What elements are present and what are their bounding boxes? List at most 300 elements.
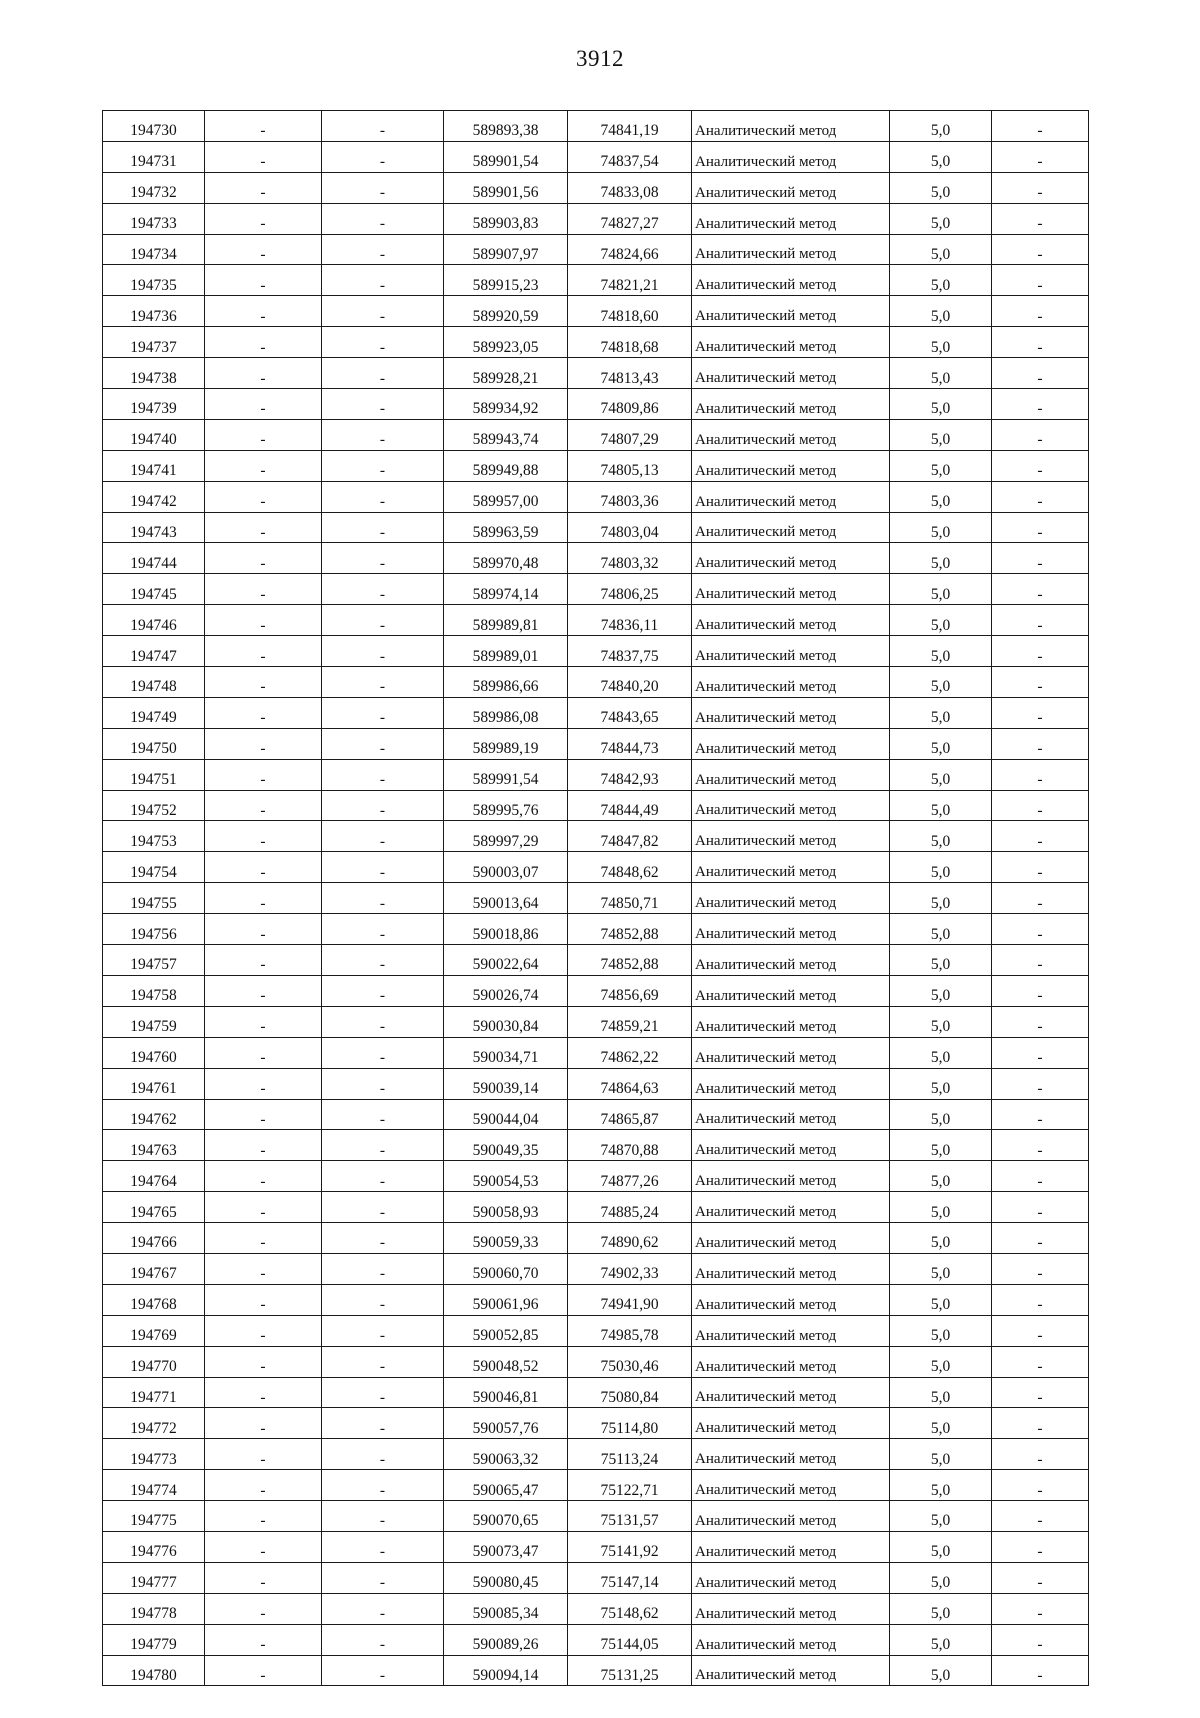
method-cell: Аналитический метод	[692, 141, 890, 172]
point-number-cell: 194778	[103, 1593, 205, 1624]
y-coordinate-cell: 74827,27	[568, 203, 692, 234]
y-coordinate-cell: 75131,25	[568, 1655, 692, 1686]
empty-x-cell: -	[205, 636, 322, 667]
empty-x-cell: -	[205, 389, 322, 420]
table-row	[103, 1593, 1089, 1624]
height-cell: -	[992, 1315, 1089, 1346]
empty-x-cell: -	[205, 234, 322, 265]
y-coordinate-cell: 75080,84	[568, 1377, 692, 1408]
method-cell: Аналитический метод	[692, 481, 890, 512]
method-cell: Аналитический метод	[692, 1068, 890, 1099]
x-coordinate-cell: 590057,76	[444, 1408, 568, 1439]
method-cell: Аналитический метод	[692, 975, 890, 1006]
y-coordinate-cell: 74813,43	[568, 358, 692, 389]
empty-y-cell: -	[322, 1006, 444, 1037]
accuracy-cell: 5,0	[890, 450, 992, 481]
y-coordinate-cell: 75148,62	[568, 1593, 692, 1624]
y-coordinate-cell: 74852,88	[568, 914, 692, 945]
x-coordinate-cell: 590070,65	[444, 1501, 568, 1532]
x-coordinate-cell: 590049,35	[444, 1130, 568, 1161]
point-number-cell: 194747	[103, 636, 205, 667]
height-cell: -	[992, 728, 1089, 759]
method-cell: Аналитический метод	[692, 1130, 890, 1161]
height-cell: -	[992, 1408, 1089, 1439]
x-coordinate-cell: 589907,97	[444, 234, 568, 265]
height-cell: -	[992, 358, 1089, 389]
empty-y-cell: -	[322, 1161, 444, 1192]
table-row	[103, 605, 1089, 636]
empty-y-cell: -	[322, 234, 444, 265]
x-coordinate-cell: 589989,19	[444, 728, 568, 759]
y-coordinate-cell: 74803,04	[568, 512, 692, 543]
accuracy-cell: 5,0	[890, 172, 992, 203]
y-coordinate-cell: 74844,73	[568, 728, 692, 759]
y-coordinate-cell: 74840,20	[568, 667, 692, 698]
table-row	[103, 945, 1089, 976]
method-cell: Аналитический метод	[692, 1161, 890, 1192]
y-coordinate-cell: 74870,88	[568, 1130, 692, 1161]
point-number-cell: 194765	[103, 1192, 205, 1223]
accuracy-cell: 5,0	[890, 1562, 992, 1593]
method-cell: Аналитический метод	[692, 883, 890, 914]
height-cell: -	[992, 543, 1089, 574]
accuracy-cell: 5,0	[890, 234, 992, 265]
accuracy-cell: 5,0	[890, 543, 992, 574]
accuracy-cell: 5,0	[890, 1037, 992, 1068]
empty-x-cell: -	[205, 1655, 322, 1686]
height-cell: -	[992, 481, 1089, 512]
accuracy-cell: 5,0	[890, 790, 992, 821]
table-row	[103, 450, 1089, 481]
empty-x-cell: -	[205, 883, 322, 914]
empty-x-cell: -	[205, 203, 322, 234]
accuracy-cell: 5,0	[890, 821, 992, 852]
point-number-cell: 194760	[103, 1037, 205, 1068]
empty-x-cell: -	[205, 358, 322, 389]
empty-y-cell: -	[322, 1068, 444, 1099]
height-cell: -	[992, 945, 1089, 976]
height-cell: -	[992, 914, 1089, 945]
y-coordinate-cell: 74877,26	[568, 1161, 692, 1192]
empty-x-cell: -	[205, 605, 322, 636]
y-coordinate-cell: 74941,90	[568, 1284, 692, 1315]
x-coordinate-cell: 590080,45	[444, 1562, 568, 1593]
method-cell: Аналитический метод	[692, 852, 890, 883]
y-coordinate-cell: 74809,86	[568, 389, 692, 420]
empty-x-cell: -	[205, 1223, 322, 1254]
point-number-cell: 194730	[103, 111, 205, 142]
empty-x-cell: -	[205, 1377, 322, 1408]
accuracy-cell: 5,0	[890, 265, 992, 296]
height-cell: -	[992, 1501, 1089, 1532]
empty-y-cell: -	[322, 358, 444, 389]
height-cell: -	[992, 1284, 1089, 1315]
table-row	[103, 1253, 1089, 1284]
height-cell: -	[992, 1099, 1089, 1130]
empty-y-cell: -	[322, 1593, 444, 1624]
empty-x-cell: -	[205, 111, 322, 142]
y-coordinate-cell: 74803,32	[568, 543, 692, 574]
method-cell: Аналитический метод	[692, 759, 890, 790]
accuracy-cell: 5,0	[890, 1593, 992, 1624]
empty-y-cell: -	[322, 1037, 444, 1068]
x-coordinate-cell: 589989,81	[444, 605, 568, 636]
table-row	[103, 1161, 1089, 1192]
empty-y-cell: -	[322, 327, 444, 358]
point-number-cell: 194755	[103, 883, 205, 914]
empty-y-cell: -	[322, 975, 444, 1006]
empty-y-cell: -	[322, 419, 444, 450]
accuracy-cell: 5,0	[890, 697, 992, 728]
point-number-cell: 194764	[103, 1161, 205, 1192]
empty-y-cell: -	[322, 1253, 444, 1284]
y-coordinate-cell: 74821,21	[568, 265, 692, 296]
empty-x-cell: -	[205, 1562, 322, 1593]
x-coordinate-cell: 589901,56	[444, 172, 568, 203]
method-cell: Аналитический метод	[692, 1315, 890, 1346]
empty-x-cell: -	[205, 975, 322, 1006]
table-row	[103, 1377, 1089, 1408]
point-number-cell: 194756	[103, 914, 205, 945]
point-number-cell: 194766	[103, 1223, 205, 1254]
accuracy-cell: 5,0	[890, 1624, 992, 1655]
point-number-cell: 194736	[103, 296, 205, 327]
empty-x-cell: -	[205, 759, 322, 790]
x-coordinate-cell: 590039,14	[444, 1068, 568, 1099]
empty-x-cell: -	[205, 1130, 322, 1161]
x-coordinate-cell: 590063,32	[444, 1439, 568, 1470]
empty-y-cell: -	[322, 728, 444, 759]
accuracy-cell: 5,0	[890, 512, 992, 543]
empty-y-cell: -	[322, 1408, 444, 1439]
height-cell: -	[992, 512, 1089, 543]
method-cell: Аналитический метод	[692, 543, 890, 574]
point-number-cell: 194731	[103, 141, 205, 172]
method-cell: Аналитический метод	[692, 1593, 890, 1624]
empty-y-cell: -	[322, 1192, 444, 1223]
table-row	[103, 975, 1089, 1006]
empty-x-cell: -	[205, 697, 322, 728]
point-number-cell: 194745	[103, 574, 205, 605]
table-row	[103, 419, 1089, 450]
empty-y-cell: -	[322, 543, 444, 574]
y-coordinate-cell: 74806,25	[568, 574, 692, 605]
empty-y-cell: -	[322, 1284, 444, 1315]
method-cell: Аналитический метод	[692, 234, 890, 265]
height-cell: -	[992, 234, 1089, 265]
method-cell: Аналитический метод	[692, 1562, 890, 1593]
empty-x-cell: -	[205, 1192, 322, 1223]
accuracy-cell: 5,0	[890, 1223, 992, 1254]
height-cell: -	[992, 790, 1089, 821]
method-cell: Аналитический метод	[692, 605, 890, 636]
empty-x-cell: -	[205, 1315, 322, 1346]
empty-y-cell: -	[322, 1501, 444, 1532]
empty-x-cell: -	[205, 790, 322, 821]
x-coordinate-cell: 589963,59	[444, 512, 568, 543]
x-coordinate-cell: 589957,00	[444, 481, 568, 512]
y-coordinate-cell: 74837,54	[568, 141, 692, 172]
height-cell: -	[992, 1068, 1089, 1099]
point-number-cell: 194758	[103, 975, 205, 1006]
y-coordinate-cell: 74850,71	[568, 883, 692, 914]
empty-x-cell: -	[205, 1006, 322, 1037]
y-coordinate-cell: 74859,21	[568, 1006, 692, 1037]
table-row	[103, 512, 1089, 543]
empty-x-cell: -	[205, 1284, 322, 1315]
point-number-cell: 194738	[103, 358, 205, 389]
table-row	[103, 1470, 1089, 1501]
height-cell: -	[992, 605, 1089, 636]
table-row	[103, 358, 1089, 389]
accuracy-cell: 5,0	[890, 111, 992, 142]
x-coordinate-cell: 589997,29	[444, 821, 568, 852]
accuracy-cell: 5,0	[890, 945, 992, 976]
empty-x-cell: -	[205, 543, 322, 574]
point-number-cell: 194776	[103, 1531, 205, 1562]
x-coordinate-cell: 589920,59	[444, 296, 568, 327]
x-coordinate-cell: 590034,71	[444, 1037, 568, 1068]
empty-y-cell: -	[322, 1531, 444, 1562]
point-number-cell: 194733	[103, 203, 205, 234]
y-coordinate-cell: 75030,46	[568, 1346, 692, 1377]
x-coordinate-cell: 589995,76	[444, 790, 568, 821]
empty-y-cell: -	[322, 1130, 444, 1161]
y-coordinate-cell: 74818,68	[568, 327, 692, 358]
method-cell: Аналитический метод	[692, 574, 890, 605]
accuracy-cell: 5,0	[890, 1377, 992, 1408]
x-coordinate-cell: 590022,64	[444, 945, 568, 976]
point-number-cell: 194768	[103, 1284, 205, 1315]
x-coordinate-cell: 590052,85	[444, 1315, 568, 1346]
point-number-cell: 194748	[103, 667, 205, 698]
accuracy-cell: 5,0	[890, 1346, 992, 1377]
table-row	[103, 234, 1089, 265]
empty-y-cell: -	[322, 945, 444, 976]
y-coordinate-cell: 74885,24	[568, 1192, 692, 1223]
point-number-cell: 194779	[103, 1624, 205, 1655]
table-row	[103, 389, 1089, 420]
empty-y-cell: -	[322, 1223, 444, 1254]
point-number-cell: 194773	[103, 1439, 205, 1470]
point-number-cell: 194777	[103, 1562, 205, 1593]
accuracy-cell: 5,0	[890, 1006, 992, 1037]
point-number-cell: 194741	[103, 450, 205, 481]
empty-x-cell: -	[205, 419, 322, 450]
empty-y-cell: -	[322, 389, 444, 420]
table-row	[103, 790, 1089, 821]
table-row	[103, 1099, 1089, 1130]
table-row	[103, 1037, 1089, 1068]
method-cell: Аналитический метод	[692, 1006, 890, 1037]
method-cell: Аналитический метод	[692, 697, 890, 728]
y-coordinate-cell: 74902,33	[568, 1253, 692, 1284]
empty-x-cell: -	[205, 667, 322, 698]
method-cell: Аналитический метод	[692, 636, 890, 667]
accuracy-cell: 5,0	[890, 852, 992, 883]
table-row	[103, 1006, 1089, 1037]
empty-y-cell: -	[322, 605, 444, 636]
height-cell: -	[992, 1223, 1089, 1254]
point-number-cell: 194772	[103, 1408, 205, 1439]
x-coordinate-cell: 589943,74	[444, 419, 568, 450]
height-cell: -	[992, 1593, 1089, 1624]
y-coordinate-cell: 75113,24	[568, 1439, 692, 1470]
height-cell: -	[992, 1253, 1089, 1284]
height-cell: -	[992, 1624, 1089, 1655]
x-coordinate-cell: 590094,14	[444, 1655, 568, 1686]
method-cell: Аналитический метод	[692, 1223, 890, 1254]
accuracy-cell: 5,0	[890, 975, 992, 1006]
y-coordinate-cell: 74844,49	[568, 790, 692, 821]
height-cell: -	[992, 1006, 1089, 1037]
empty-x-cell: -	[205, 1531, 322, 1562]
table-row	[103, 1284, 1089, 1315]
empty-y-cell: -	[322, 574, 444, 605]
height-cell: -	[992, 975, 1089, 1006]
x-coordinate-cell: 589970,48	[444, 543, 568, 574]
point-number-cell: 194737	[103, 327, 205, 358]
method-cell: Аналитический метод	[692, 1501, 890, 1532]
table-row	[103, 1655, 1089, 1686]
height-cell: -	[992, 667, 1089, 698]
table-row	[103, 543, 1089, 574]
point-number-cell: 194774	[103, 1470, 205, 1501]
table-row	[103, 697, 1089, 728]
method-cell: Аналитический метод	[692, 1655, 890, 1686]
height-cell: -	[992, 636, 1089, 667]
empty-x-cell: -	[205, 1439, 322, 1470]
point-number-cell: 194735	[103, 265, 205, 296]
x-coordinate-cell: 590061,96	[444, 1284, 568, 1315]
x-coordinate-cell: 589989,01	[444, 636, 568, 667]
x-coordinate-cell: 590060,70	[444, 1253, 568, 1284]
empty-x-cell: -	[205, 172, 322, 203]
y-coordinate-cell: 74856,69	[568, 975, 692, 1006]
point-number-cell: 194771	[103, 1377, 205, 1408]
y-coordinate-cell: 74890,62	[568, 1223, 692, 1254]
empty-y-cell: -	[322, 759, 444, 790]
x-coordinate-cell: 589934,92	[444, 389, 568, 420]
point-number-cell: 194742	[103, 481, 205, 512]
x-coordinate-cell: 590013,64	[444, 883, 568, 914]
accuracy-cell: 5,0	[890, 1439, 992, 1470]
table-body	[103, 111, 1089, 1686]
accuracy-cell: 5,0	[890, 203, 992, 234]
table-row	[103, 265, 1089, 296]
accuracy-cell: 5,0	[890, 1161, 992, 1192]
empty-x-cell: -	[205, 945, 322, 976]
empty-x-cell: -	[205, 1068, 322, 1099]
accuracy-cell: 5,0	[890, 481, 992, 512]
method-cell: Аналитический метод	[692, 1624, 890, 1655]
table-row	[103, 172, 1089, 203]
table-row	[103, 667, 1089, 698]
empty-y-cell: -	[322, 667, 444, 698]
x-coordinate-cell: 589923,05	[444, 327, 568, 358]
method-cell: Аналитический метод	[692, 667, 890, 698]
x-coordinate-cell: 590048,52	[444, 1346, 568, 1377]
empty-x-cell: -	[205, 1624, 322, 1655]
y-coordinate-cell: 74837,75	[568, 636, 692, 667]
point-number-cell: 194761	[103, 1068, 205, 1099]
accuracy-cell: 5,0	[890, 1408, 992, 1439]
method-cell: Аналитический метод	[692, 172, 890, 203]
empty-y-cell: -	[322, 141, 444, 172]
y-coordinate-cell: 74818,60	[568, 296, 692, 327]
accuracy-cell: 5,0	[890, 296, 992, 327]
height-cell: -	[992, 1346, 1089, 1377]
empty-x-cell: -	[205, 914, 322, 945]
accuracy-cell: 5,0	[890, 1253, 992, 1284]
point-number-cell: 194752	[103, 790, 205, 821]
accuracy-cell: 5,0	[890, 759, 992, 790]
height-cell: -	[992, 389, 1089, 420]
table-row	[103, 883, 1089, 914]
empty-x-cell: -	[205, 1099, 322, 1130]
empty-y-cell: -	[322, 1470, 444, 1501]
x-coordinate-cell: 589928,21	[444, 358, 568, 389]
height-cell: -	[992, 327, 1089, 358]
accuracy-cell: 5,0	[890, 1470, 992, 1501]
height-cell: -	[992, 574, 1089, 605]
empty-x-cell: -	[205, 512, 322, 543]
empty-y-cell: -	[322, 111, 444, 142]
x-coordinate-cell: 590085,34	[444, 1593, 568, 1624]
method-cell: Аналитический метод	[692, 790, 890, 821]
table-row	[103, 1562, 1089, 1593]
height-cell: -	[992, 1562, 1089, 1593]
x-coordinate-cell: 590046,81	[444, 1377, 568, 1408]
point-number-cell: 194732	[103, 172, 205, 203]
y-coordinate-cell: 74862,22	[568, 1037, 692, 1068]
point-number-cell: 194749	[103, 697, 205, 728]
method-cell: Аналитический метод	[692, 296, 890, 327]
height-cell: -	[992, 141, 1089, 172]
point-number-cell: 194762	[103, 1099, 205, 1130]
height-cell: -	[992, 1531, 1089, 1562]
empty-x-cell: -	[205, 327, 322, 358]
x-coordinate-cell: 590018,86	[444, 914, 568, 945]
accuracy-cell: 5,0	[890, 636, 992, 667]
y-coordinate-cell: 74807,29	[568, 419, 692, 450]
empty-y-cell: -	[322, 1655, 444, 1686]
x-coordinate-cell: 590044,04	[444, 1099, 568, 1130]
y-coordinate-cell: 74852,88	[568, 945, 692, 976]
x-coordinate-cell: 590026,74	[444, 975, 568, 1006]
x-coordinate-cell: 590030,84	[444, 1006, 568, 1037]
height-cell: -	[992, 1470, 1089, 1501]
empty-x-cell: -	[205, 1408, 322, 1439]
method-cell: Аналитический метод	[692, 1470, 890, 1501]
table-row	[103, 1315, 1089, 1346]
point-number-cell: 194780	[103, 1655, 205, 1686]
x-coordinate-cell: 590073,47	[444, 1531, 568, 1562]
empty-y-cell: -	[322, 203, 444, 234]
y-coordinate-cell: 74848,62	[568, 852, 692, 883]
height-cell: -	[992, 1377, 1089, 1408]
point-number-cell: 194770	[103, 1346, 205, 1377]
height-cell: -	[992, 852, 1089, 883]
x-coordinate-cell: 589903,83	[444, 203, 568, 234]
method-cell: Аналитический метод	[692, 1253, 890, 1284]
y-coordinate-cell: 75141,92	[568, 1531, 692, 1562]
empty-y-cell: -	[322, 1439, 444, 1470]
x-coordinate-cell: 590065,47	[444, 1470, 568, 1501]
y-coordinate-cell: 74836,11	[568, 605, 692, 636]
accuracy-cell: 5,0	[890, 1655, 992, 1686]
empty-x-cell: -	[205, 821, 322, 852]
